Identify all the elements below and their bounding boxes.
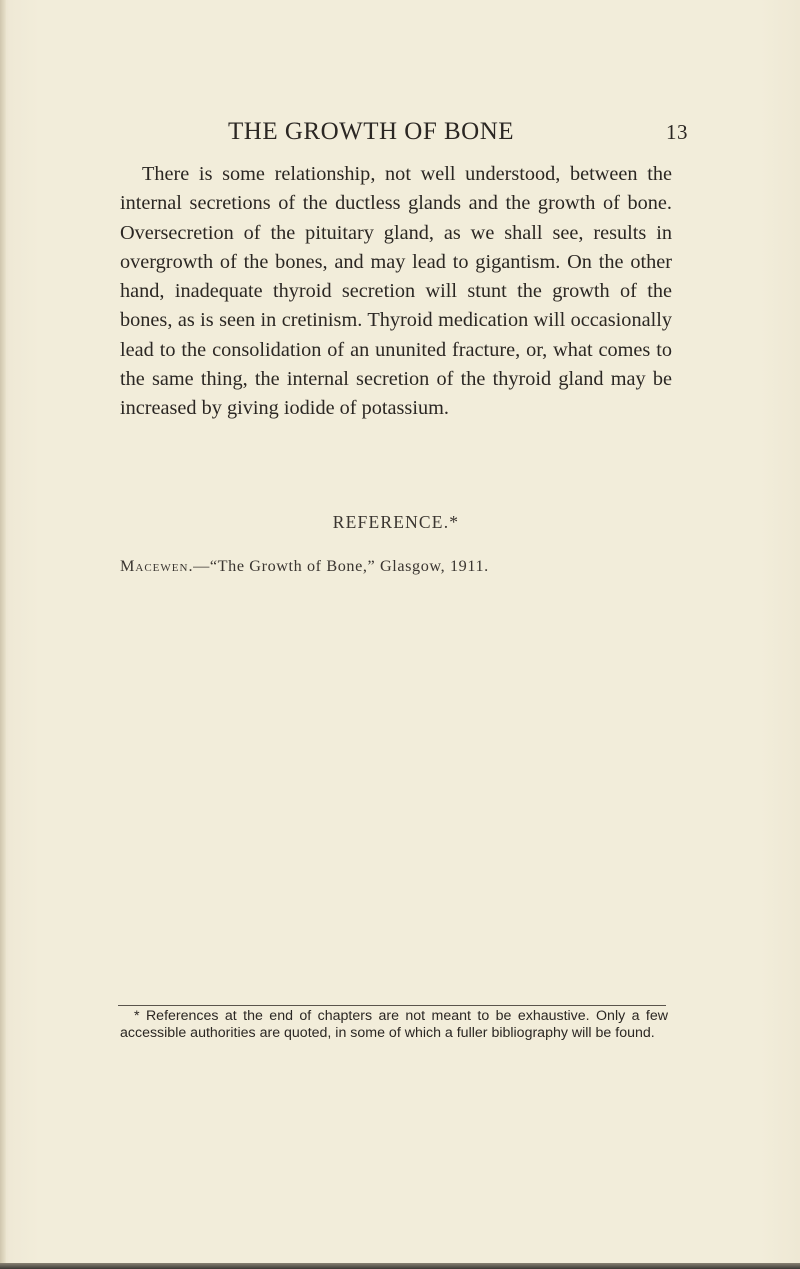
footnote: * References at the end of chapters are not meant to be exhaustive. Only a few accessible authorities are quoted, in some of which a fuller bibliography will be found. [120, 1008, 668, 1041]
running-head [228, 118, 688, 148]
body-paragraph: There is some relationship, not well understood, between the internal secretions of the ductless glands and the growth of bone. Oversecretion of the pituitary gland, as we shall see, results in overgrowth of the bones, and may lead to gigantism. On the other hand, inadequate thyroid secretion will stunt the growth of the bones, as is seen in cretinism. Thyroid medication will occasionally lead to the consolidation of an ununited fracture, or, what comes to the same thing, the internal secretion of the thyroid gland may be increased by giving iodide of potassium. [120, 163, 672, 420]
running-head-title: THE GROWTH OF BONE [228, 118, 515, 145]
reference-heading: REFERENCE.* [332, 512, 460, 532]
page-spine-edge [0, 0, 6, 1269]
page-bottom-edge [0, 1263, 800, 1269]
page-number: 13 [666, 120, 688, 144]
reference-citation: .—“The Growth of Bone,” Glasgow, 1911. [188, 557, 489, 575]
reference-author: Macewen [120, 557, 189, 575]
reference-entry [120, 557, 680, 576]
footnote-divider [118, 1005, 666, 1006]
